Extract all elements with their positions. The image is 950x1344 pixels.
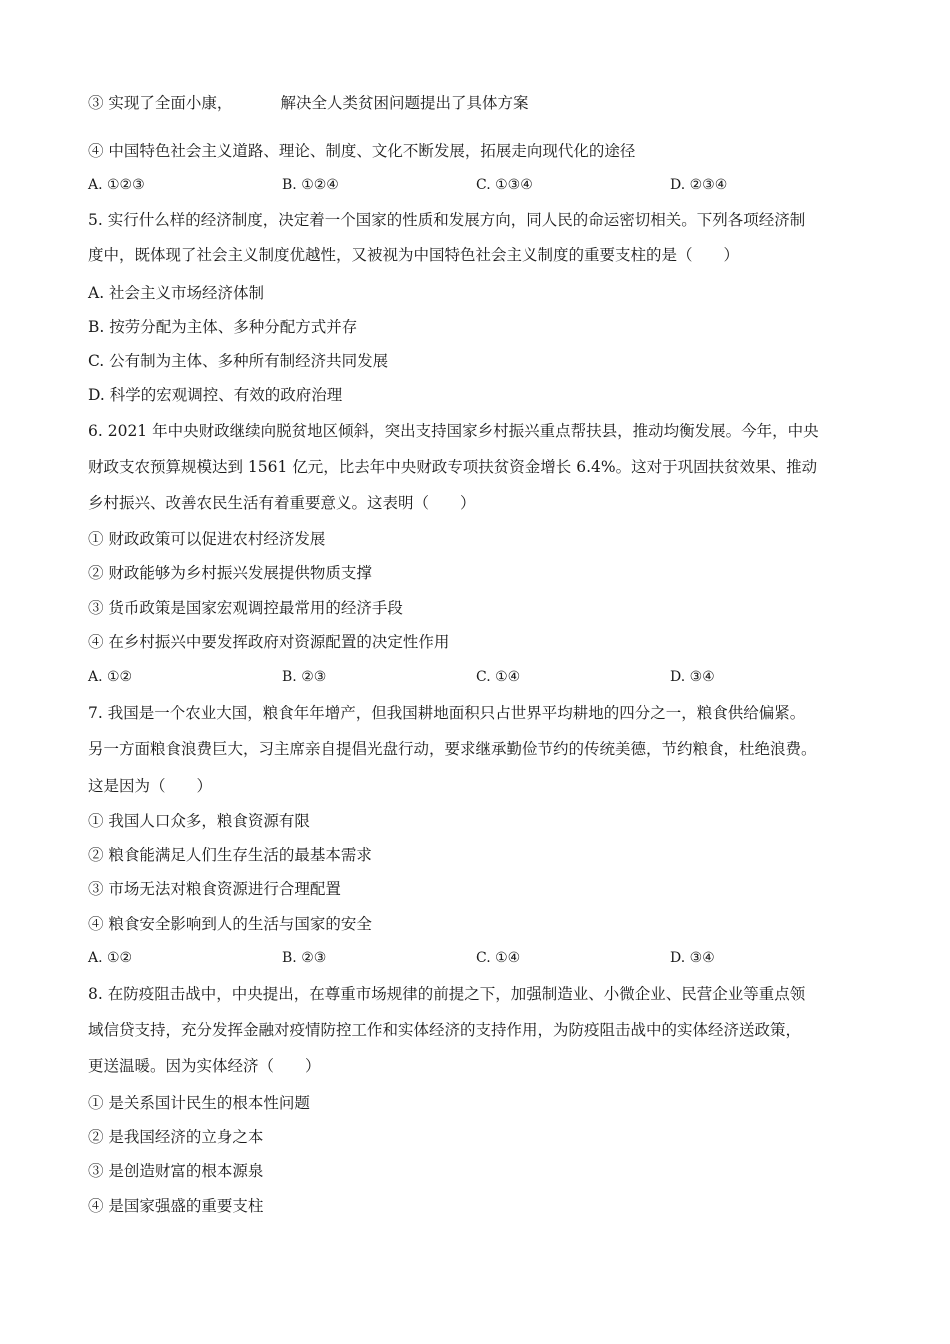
q6-stem-line-3: 乡村振兴、改善农民生活有着重要意义。这表明（ ） bbox=[88, 494, 476, 512]
q6-stem-line-1: 6. 2021 年中央财政继续向脱贫地区倾斜，突出支持国家乡村振兴重点帮扶县，推动均衡发展。今年，中央 bbox=[88, 422, 819, 440]
q8-stem-line-1: 8. 在防疫阻击战中，中央提出，在尊重市场规律的前提之下，加强制造业、小微企业、民营企业等重点领 bbox=[88, 985, 806, 1003]
q7-item-2: ② 粮食能满足人们生存生活的最基本需求 bbox=[88, 846, 372, 864]
q7-item-3: ③ 市场无法对粮食资源进行合理配置 bbox=[88, 880, 341, 898]
q5-stem-line-1: 5. 实行什么样的经济制度，决定着一个国家的性质和发展方向，同人民的命运密切相关。下列各项经济制 bbox=[88, 211, 806, 229]
option-c[interactable]: C. ①④ bbox=[476, 950, 521, 966]
q8-item-2: ② 是我国经济的立身之本 bbox=[88, 1128, 264, 1146]
option-b[interactable]: B. ①②④ bbox=[282, 177, 339, 193]
option-b[interactable]: B. ②③ bbox=[282, 950, 327, 966]
q8-stem-line-2: 域信贷支持，充分发挥金融对疫情防控工作和实体经济的支持作用，为防疫阻击战中的实体经济送政策， bbox=[88, 1021, 802, 1039]
q6-item-4: ④ 在乡村振兴中要发挥政府对资源配置的决定性作用 bbox=[88, 633, 450, 651]
q6-item-1: ① 财政政策可以促进农村经济发展 bbox=[88, 530, 326, 548]
q5-option-c[interactable]: C. 公有制为主体、多种所有制经济共同发展 bbox=[88, 352, 389, 370]
q8-item-4: ④ 是国家强盛的重要支柱 bbox=[88, 1197, 264, 1215]
q8-stem-line-3: 更送温暖。因为实体经济（ ） bbox=[88, 1057, 321, 1075]
q4-item-4: ④ 中国特色社会主义道路、理论、制度、文化不断发展，拓展走向现代化的途径 bbox=[88, 142, 636, 160]
q7-stem-line-3: 这是因为（ ） bbox=[88, 777, 213, 795]
option-b[interactable]: B. ②③ bbox=[282, 669, 327, 685]
q7-stem-line-1: 7. 我国是一个农业大国，粮食年年增产，但我国耕地面积只占世界平均耕地的四分之一，粮食供给偏紧。 bbox=[88, 704, 806, 722]
q6-item-2: ② 财政能够为乡村振兴发展提供物质支撑 bbox=[88, 564, 372, 582]
q7-item-4: ④ 粮食安全影响到人的生活与国家的安全 bbox=[88, 915, 372, 933]
q4-item-3: ③ 实现了全面小康， 解决全人类贫困问题提出了具体方案 bbox=[88, 94, 529, 112]
option-d[interactable]: D. ③④ bbox=[670, 669, 715, 685]
q8-item-3: ③ 是创造财富的根本源泉 bbox=[88, 1162, 264, 1180]
q7-item-1: ① 我国人口众多，粮食资源有限 bbox=[88, 812, 310, 830]
q5-stem-line-2: 度中，既体现了社会主义制度优越性，又被视为中国特色社会主义制度的重要支柱的是（ ） bbox=[88, 246, 740, 264]
option-a[interactable]: A. ①② bbox=[88, 950, 133, 966]
option-d[interactable]: D. ③④ bbox=[670, 950, 715, 966]
option-a[interactable]: A. ①②③ bbox=[88, 177, 145, 193]
q8-item-1: ① 是关系国计民生的根本性问题 bbox=[88, 1094, 310, 1112]
option-c[interactable]: C. ①③④ bbox=[476, 177, 533, 193]
q5-option-b[interactable]: B. 按劳分配为主体、多种分配方式并存 bbox=[88, 318, 358, 336]
q6-item-3: ③ 货币政策是国家宏观调控最常用的经济手段 bbox=[88, 599, 403, 617]
option-a[interactable]: A. ①② bbox=[88, 669, 133, 685]
option-c[interactable]: C. ①④ bbox=[476, 669, 521, 685]
q5-option-d[interactable]: D. 科学的宏观调控、有效的政府治理 bbox=[88, 386, 343, 404]
q6-stem-line-2: 财政支农预算规模达到 1561 亿元，比去年中央财政专项扶贫资金增长 6.4%。这对于巩固扶贫效果、推动 bbox=[88, 458, 818, 476]
q7-stem-line-2: 另一方面粮食浪费巨大，习主席亲自提倡光盘行动，要求继承勤俭节约的传统美德，节约粮食，杜绝浪费。 bbox=[88, 740, 817, 758]
q5-option-a[interactable]: A. 社会主义市场经济体制 bbox=[88, 284, 265, 302]
option-d[interactable]: D. ②③④ bbox=[670, 177, 728, 193]
